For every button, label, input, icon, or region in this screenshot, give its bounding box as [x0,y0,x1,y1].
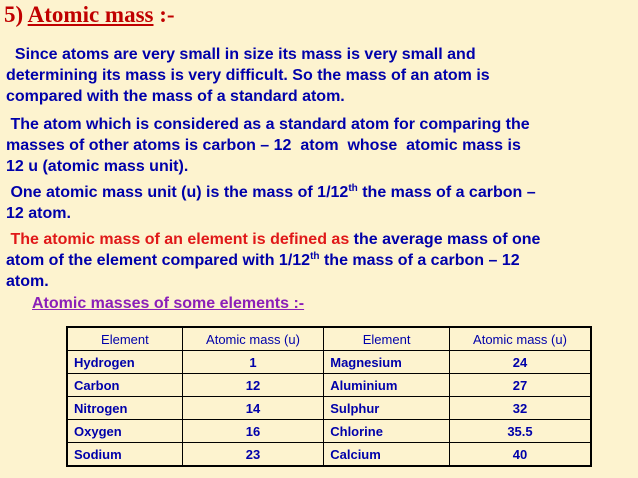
paragraph-standard-atom [6,114,530,177]
table-title: Atomic masses of some elements :- [32,295,305,312]
table-row [67,420,591,443]
element-name: Sulphur [324,397,450,420]
atomic-mass: 1 [182,351,323,374]
column-header: Element [324,327,450,351]
table-row [67,443,591,467]
text-span: One atomic mass unit (u) is the mass of 1/12 [6,184,349,201]
text-span: the average mass of one [349,231,541,248]
text-line: 12 u (atomic mass unit). [6,158,189,175]
element-name: Nitrogen [67,397,182,420]
text-span: the mass of a carbon – 12 [319,252,520,269]
column-header: Atomic mass (u) [182,327,323,351]
column-header: Element [67,327,182,351]
text-span: the mass of a carbon – [357,184,536,201]
column-header: Atomic mass (u) [449,327,591,351]
text-line: determining its mass is very difficult. So the mass of an atom is [6,67,490,84]
atomic-mass: 14 [182,397,323,420]
paragraph-amu [6,182,536,224]
text-line [6,250,540,271]
atomic-mass: 16 [182,420,323,443]
section-suffix: :- [159,2,175,27]
text-line: 12 atom. [6,205,71,222]
element-name: Carbon [67,374,182,397]
atomic-mass: 32 [449,397,591,420]
element-name: Hydrogen [67,351,182,374]
table-row [67,374,591,397]
element-name: Chlorine [324,420,450,443]
atomic-mass: 35.5 [449,420,591,443]
superscript: th [310,251,320,262]
table-header-row [67,327,591,351]
section-number: 5) [4,2,24,27]
atomic-mass: 40 [449,443,591,467]
page-title [4,2,175,28]
element-name: Magnesium [324,351,450,374]
atomic-mass: 24 [449,351,591,374]
text-line [6,229,540,250]
atomic-mass: 12 [182,374,323,397]
table-row [67,397,591,420]
element-name: Oxygen [67,420,182,443]
text-line: compared with the mass of a standard atom. [6,88,345,105]
element-name: Calcium [324,443,450,467]
atomic-mass-table [66,326,592,467]
text-line: atom. [6,273,49,290]
atomic-mass: 23 [182,443,323,467]
paragraph-intro [6,44,490,107]
paragraph-definition [6,229,540,292]
definition-highlight: The atomic mass of an element is defined as [6,231,350,248]
atomic-mass: 27 [449,374,591,397]
element-name: Aluminium [324,374,450,397]
text-line [6,182,536,203]
text-line: Since atoms are very small in size its mass is very small and [6,46,476,63]
element-name: Sodium [67,443,182,467]
text-line: masses of other atoms is carbon – 12 atom whose atomic mass is [6,137,521,154]
text-line: The atom which is considered as a standard atom for comparing the [6,116,530,133]
section-title: Atomic mass [27,2,154,27]
superscript: th [348,183,358,194]
table-row [67,351,591,374]
text-span: atom of the element compared with 1/12 [6,252,311,269]
